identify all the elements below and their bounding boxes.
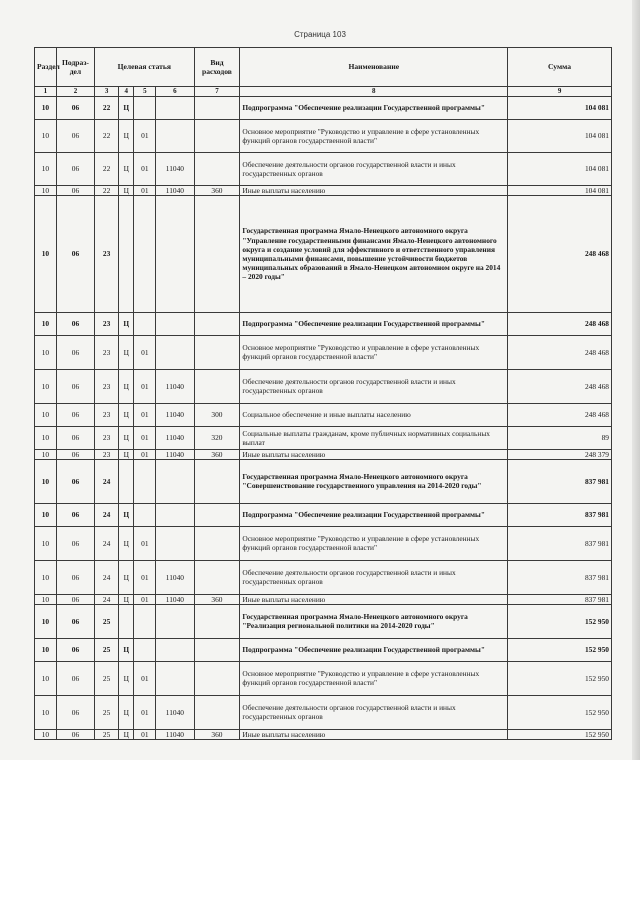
program-code-cell: 24 [95, 526, 119, 560]
table-row [35, 369, 612, 403]
razdel-cell: 10 [35, 503, 57, 526]
expense-type-cell [194, 152, 240, 185]
podrazdel-cell: 06 [56, 594, 94, 604]
expense-type-cell [194, 119, 240, 152]
table-row [35, 426, 612, 449]
column-number: 6 [156, 87, 194, 97]
table-row [35, 335, 612, 369]
expense-type-cell [194, 503, 240, 526]
direction-code-cell: 11040 [156, 185, 194, 195]
program-code-cell: 23 [95, 426, 119, 449]
name-cell: Государственная программа Ямало-Ненецкого автономного округа "Управление государственными финансами Ямало-Ненецкого автономного округа и создание условий для эффективного и ответственного управления муниципальными финансами, повышение устойчивости бюджетов муниципальных образований в Ямало-Ненецком автономном округе на 2014 – 2020 годы" [240, 195, 508, 312]
measure-code-cell: 01 [134, 335, 156, 369]
subprogram-code-cell: Ц [119, 312, 134, 335]
measure-code-cell [134, 96, 156, 119]
measure-code-cell: 01 [134, 152, 156, 185]
measure-code-cell: 01 [134, 661, 156, 695]
measure-code-cell: 01 [134, 526, 156, 560]
direction-code-cell [156, 526, 194, 560]
expense-type-cell: 360 [194, 185, 240, 195]
expense-type-cell [194, 195, 240, 312]
budget-table [34, 47, 612, 740]
table-row [35, 152, 612, 185]
sum-cell: 152 950 [508, 604, 612, 638]
sum-cell: 104 081 [508, 96, 612, 119]
podrazdel-cell: 06 [56, 426, 94, 449]
sum-cell: 248 468 [508, 403, 612, 426]
sum-cell: 89 [508, 426, 612, 449]
razdel-cell: 10 [35, 335, 57, 369]
measure-code-cell [134, 638, 156, 661]
column-number-row [35, 87, 612, 97]
table-row [35, 403, 612, 426]
razdel-cell: 10 [35, 152, 57, 185]
expense-type-cell [194, 526, 240, 560]
name-cell: Социальное обеспечение и иные выплаты населению [240, 403, 508, 426]
program-code-cell: 24 [95, 594, 119, 604]
razdel-cell: 10 [35, 312, 57, 335]
column-number: 7 [194, 87, 240, 97]
razdel-cell: 10 [35, 560, 57, 594]
program-code-cell: 25 [95, 604, 119, 638]
name-cell: Подпрограмма "Обеспечение реализации Государственной программы" [240, 96, 508, 119]
expense-type-cell [194, 560, 240, 594]
measure-code-cell [134, 604, 156, 638]
header-podrazdel: Подраз-дел [56, 48, 94, 87]
direction-code-cell: 11040 [156, 369, 194, 403]
table-row [35, 661, 612, 695]
column-number: 8 [240, 87, 508, 97]
expense-type-cell [194, 695, 240, 729]
expense-type-cell: 320 [194, 426, 240, 449]
razdel-cell: 10 [35, 695, 57, 729]
measure-code-cell: 01 [134, 695, 156, 729]
program-code-cell: 22 [95, 152, 119, 185]
razdel-cell: 10 [35, 638, 57, 661]
column-number: 1 [35, 87, 57, 97]
name-cell: Иные выплаты населению [240, 185, 508, 195]
expense-type-cell: 360 [194, 594, 240, 604]
column-number: 4 [119, 87, 134, 97]
podrazdel-cell: 06 [56, 335, 94, 369]
podrazdel-cell: 06 [56, 503, 94, 526]
subprogram-code-cell: Ц [119, 426, 134, 449]
direction-code-cell [156, 503, 194, 526]
name-cell: Обеспечение деятельности органов государственной власти и иных государственных органов [240, 560, 508, 594]
sum-cell: 248 468 [508, 195, 612, 312]
column-number: 5 [134, 87, 156, 97]
sum-cell: 104 081 [508, 152, 612, 185]
measure-code-cell [134, 503, 156, 526]
table-row [35, 195, 612, 312]
razdel-cell: 10 [35, 369, 57, 403]
program-code-cell: 24 [95, 560, 119, 594]
podrazdel-cell: 06 [56, 312, 94, 335]
table-row [35, 729, 612, 739]
podrazdel-cell: 06 [56, 661, 94, 695]
subprogram-code-cell: Ц [119, 449, 134, 459]
podrazdel-cell: 06 [56, 119, 94, 152]
name-cell: Основное мероприятие "Руководство и управление в сфере установленных функций органов государственной власти" [240, 526, 508, 560]
direction-code-cell: 11040 [156, 403, 194, 426]
program-code-cell: 23 [95, 195, 119, 312]
razdel-cell: 10 [35, 594, 57, 604]
podrazdel-cell: 06 [56, 638, 94, 661]
measure-code-cell [134, 459, 156, 503]
sum-cell: 104 081 [508, 185, 612, 195]
subprogram-code-cell: Ц [119, 638, 134, 661]
table-row [35, 594, 612, 604]
razdel-cell: 10 [35, 661, 57, 695]
podrazdel-cell: 06 [56, 152, 94, 185]
direction-code-cell [156, 119, 194, 152]
direction-code-cell [156, 335, 194, 369]
header-expense-type: Вид расходов [194, 48, 240, 87]
direction-code-cell: 11040 [156, 449, 194, 459]
subprogram-code-cell [119, 604, 134, 638]
razdel-cell: 10 [35, 403, 57, 426]
program-code-cell: 23 [95, 369, 119, 403]
sum-cell: 152 950 [508, 661, 612, 695]
podrazdel-cell: 06 [56, 195, 94, 312]
direction-code-cell [156, 638, 194, 661]
podrazdel-cell: 06 [56, 403, 94, 426]
expense-type-cell [194, 661, 240, 695]
measure-code-cell: 01 [134, 119, 156, 152]
measure-code-cell: 01 [134, 403, 156, 426]
expense-type-cell: 300 [194, 403, 240, 426]
subprogram-code-cell: Ц [119, 661, 134, 695]
expense-type-cell [194, 369, 240, 403]
podrazdel-cell: 06 [56, 459, 94, 503]
name-cell: Основное мероприятие "Руководство и управление в сфере установленных функций органов государственной власти" [240, 119, 508, 152]
name-cell: Обеспечение деятельности органов государственной власти и иных государственных органов [240, 695, 508, 729]
podrazdel-cell: 06 [56, 604, 94, 638]
expense-type-cell [194, 312, 240, 335]
podrazdel-cell: 06 [56, 185, 94, 195]
podrazdel-cell: 06 [56, 729, 94, 739]
program-code-cell: 25 [95, 695, 119, 729]
direction-code-cell: 11040 [156, 560, 194, 594]
sum-cell: 837 981 [508, 526, 612, 560]
table-row [35, 695, 612, 729]
measure-code-cell: 01 [134, 185, 156, 195]
header-target-article: Целевая статья [95, 48, 194, 87]
program-code-cell: 22 [95, 119, 119, 152]
table-row [35, 604, 612, 638]
name-cell: Подпрограмма "Обеспечение реализации Государственной программы" [240, 638, 508, 661]
program-code-cell: 25 [95, 661, 119, 695]
program-code-cell: 23 [95, 403, 119, 426]
name-cell: Обеспечение деятельности органов государственной власти и иных государственных органов [240, 369, 508, 403]
razdel-cell: 10 [35, 729, 57, 739]
razdel-cell: 10 [35, 526, 57, 560]
program-code-cell: 24 [95, 459, 119, 503]
table-row [35, 96, 612, 119]
subprogram-code-cell [119, 459, 134, 503]
razdel-cell: 10 [35, 426, 57, 449]
direction-code-cell: 11040 [156, 594, 194, 604]
header-razdel: Раздел [35, 48, 57, 87]
subprogram-code-cell: Ц [119, 96, 134, 119]
direction-code-cell: 11040 [156, 695, 194, 729]
sum-cell: 104 081 [508, 119, 612, 152]
sum-cell: 837 981 [508, 503, 612, 526]
column-number: 2 [56, 87, 94, 97]
measure-code-cell: 01 [134, 369, 156, 403]
expense-type-cell [194, 638, 240, 661]
sum-cell: 837 981 [508, 560, 612, 594]
podrazdel-cell: 06 [56, 560, 94, 594]
subprogram-code-cell: Ц [119, 526, 134, 560]
direction-code-cell: 11040 [156, 426, 194, 449]
subprogram-code-cell [119, 195, 134, 312]
sum-cell: 248 468 [508, 335, 612, 369]
name-cell: Обеспечение деятельности органов государственной власти и иных государственных органов [240, 152, 508, 185]
expense-type-cell: 360 [194, 729, 240, 739]
direction-code-cell [156, 459, 194, 503]
program-code-cell: 23 [95, 335, 119, 369]
podrazdel-cell: 06 [56, 526, 94, 560]
table-row [35, 503, 612, 526]
name-cell: Основное мероприятие "Руководство и управление в сфере установленных функций органов государственной власти" [240, 661, 508, 695]
program-code-cell: 24 [95, 503, 119, 526]
program-code-cell: 25 [95, 729, 119, 739]
program-code-cell: 23 [95, 312, 119, 335]
table-row [35, 185, 612, 195]
expense-type-cell [194, 459, 240, 503]
program-code-cell: 25 [95, 638, 119, 661]
table-row [35, 459, 612, 503]
direction-code-cell [156, 96, 194, 119]
direction-code-cell: 11040 [156, 729, 194, 739]
subprogram-code-cell: Ц [119, 594, 134, 604]
direction-code-cell [156, 312, 194, 335]
name-cell: Государственная программа Ямало-Ненецкого автономного округа "Совершенствование государственного управления на 2014-2020 годы" [240, 459, 508, 503]
name-cell: Подпрограмма "Обеспечение реализации Государственной программы" [240, 503, 508, 526]
sum-cell: 837 981 [508, 459, 612, 503]
measure-code-cell [134, 195, 156, 312]
measure-code-cell: 01 [134, 426, 156, 449]
subprogram-code-cell: Ц [119, 119, 134, 152]
subprogram-code-cell: Ц [119, 695, 134, 729]
direction-code-cell [156, 661, 194, 695]
program-code-cell: 23 [95, 449, 119, 459]
razdel-cell: 10 [35, 195, 57, 312]
direction-code-cell [156, 604, 194, 638]
podrazdel-cell: 06 [56, 695, 94, 729]
header-sum: Сумма [508, 48, 612, 87]
table-row [35, 560, 612, 594]
razdel-cell: 10 [35, 96, 57, 119]
expense-type-cell: 360 [194, 449, 240, 459]
measure-code-cell [134, 312, 156, 335]
column-number: 3 [95, 87, 119, 97]
razdel-cell: 10 [35, 449, 57, 459]
table-row [35, 449, 612, 459]
table-row [35, 119, 612, 152]
subprogram-code-cell: Ц [119, 369, 134, 403]
razdel-cell: 10 [35, 119, 57, 152]
sum-cell: 248 468 [508, 369, 612, 403]
sum-cell: 152 950 [508, 695, 612, 729]
sum-cell: 248 379 [508, 449, 612, 459]
subprogram-code-cell: Ц [119, 335, 134, 369]
header-name: Наименование [240, 48, 508, 87]
razdel-cell: 10 [35, 185, 57, 195]
podrazdel-cell: 06 [56, 96, 94, 119]
name-cell: Социальные выплаты гражданам, кроме публичных нормативных социальных выплат [240, 426, 508, 449]
subprogram-code-cell: Ц [119, 560, 134, 594]
sum-cell: 152 950 [508, 638, 612, 661]
name-cell: Иные выплаты населению [240, 449, 508, 459]
sum-cell: 152 950 [508, 729, 612, 739]
program-code-cell: 22 [95, 96, 119, 119]
table-row [35, 312, 612, 335]
table-body [35, 96, 612, 739]
scan-edge-shadow [632, 0, 640, 760]
expense-type-cell [194, 96, 240, 119]
razdel-cell: 10 [35, 604, 57, 638]
podrazdel-cell: 06 [56, 369, 94, 403]
expense-type-cell [194, 335, 240, 369]
column-number: 9 [508, 87, 612, 97]
podrazdel-cell: 06 [56, 449, 94, 459]
measure-code-cell: 01 [134, 594, 156, 604]
subprogram-code-cell: Ц [119, 729, 134, 739]
name-cell: Подпрограмма "Обеспечение реализации Государственной программы" [240, 312, 508, 335]
subprogram-code-cell: Ц [119, 403, 134, 426]
name-cell: Основное мероприятие "Руководство и управление в сфере установленных функций органов государственной власти" [240, 335, 508, 369]
table-row [35, 638, 612, 661]
subprogram-code-cell: Ц [119, 503, 134, 526]
program-code-cell: 22 [95, 185, 119, 195]
measure-code-cell: 01 [134, 449, 156, 459]
measure-code-cell: 01 [134, 560, 156, 594]
expense-type-cell [194, 604, 240, 638]
name-cell: Иные выплаты населению [240, 729, 508, 739]
name-cell: Государственная программа Ямало-Ненецкого автономного округа "Реализация региональной политики на 2014-2020 годы" [240, 604, 508, 638]
subprogram-code-cell: Ц [119, 152, 134, 185]
header-row [35, 48, 612, 87]
page-label: Страница 103 [294, 30, 346, 39]
razdel-cell: 10 [35, 459, 57, 503]
sum-cell: 837 981 [508, 594, 612, 604]
name-cell: Иные выплаты населению [240, 594, 508, 604]
sum-cell: 248 468 [508, 312, 612, 335]
direction-code-cell [156, 195, 194, 312]
measure-code-cell: 01 [134, 729, 156, 739]
table-row [35, 526, 612, 560]
subprogram-code-cell: Ц [119, 185, 134, 195]
direction-code-cell: 11040 [156, 152, 194, 185]
